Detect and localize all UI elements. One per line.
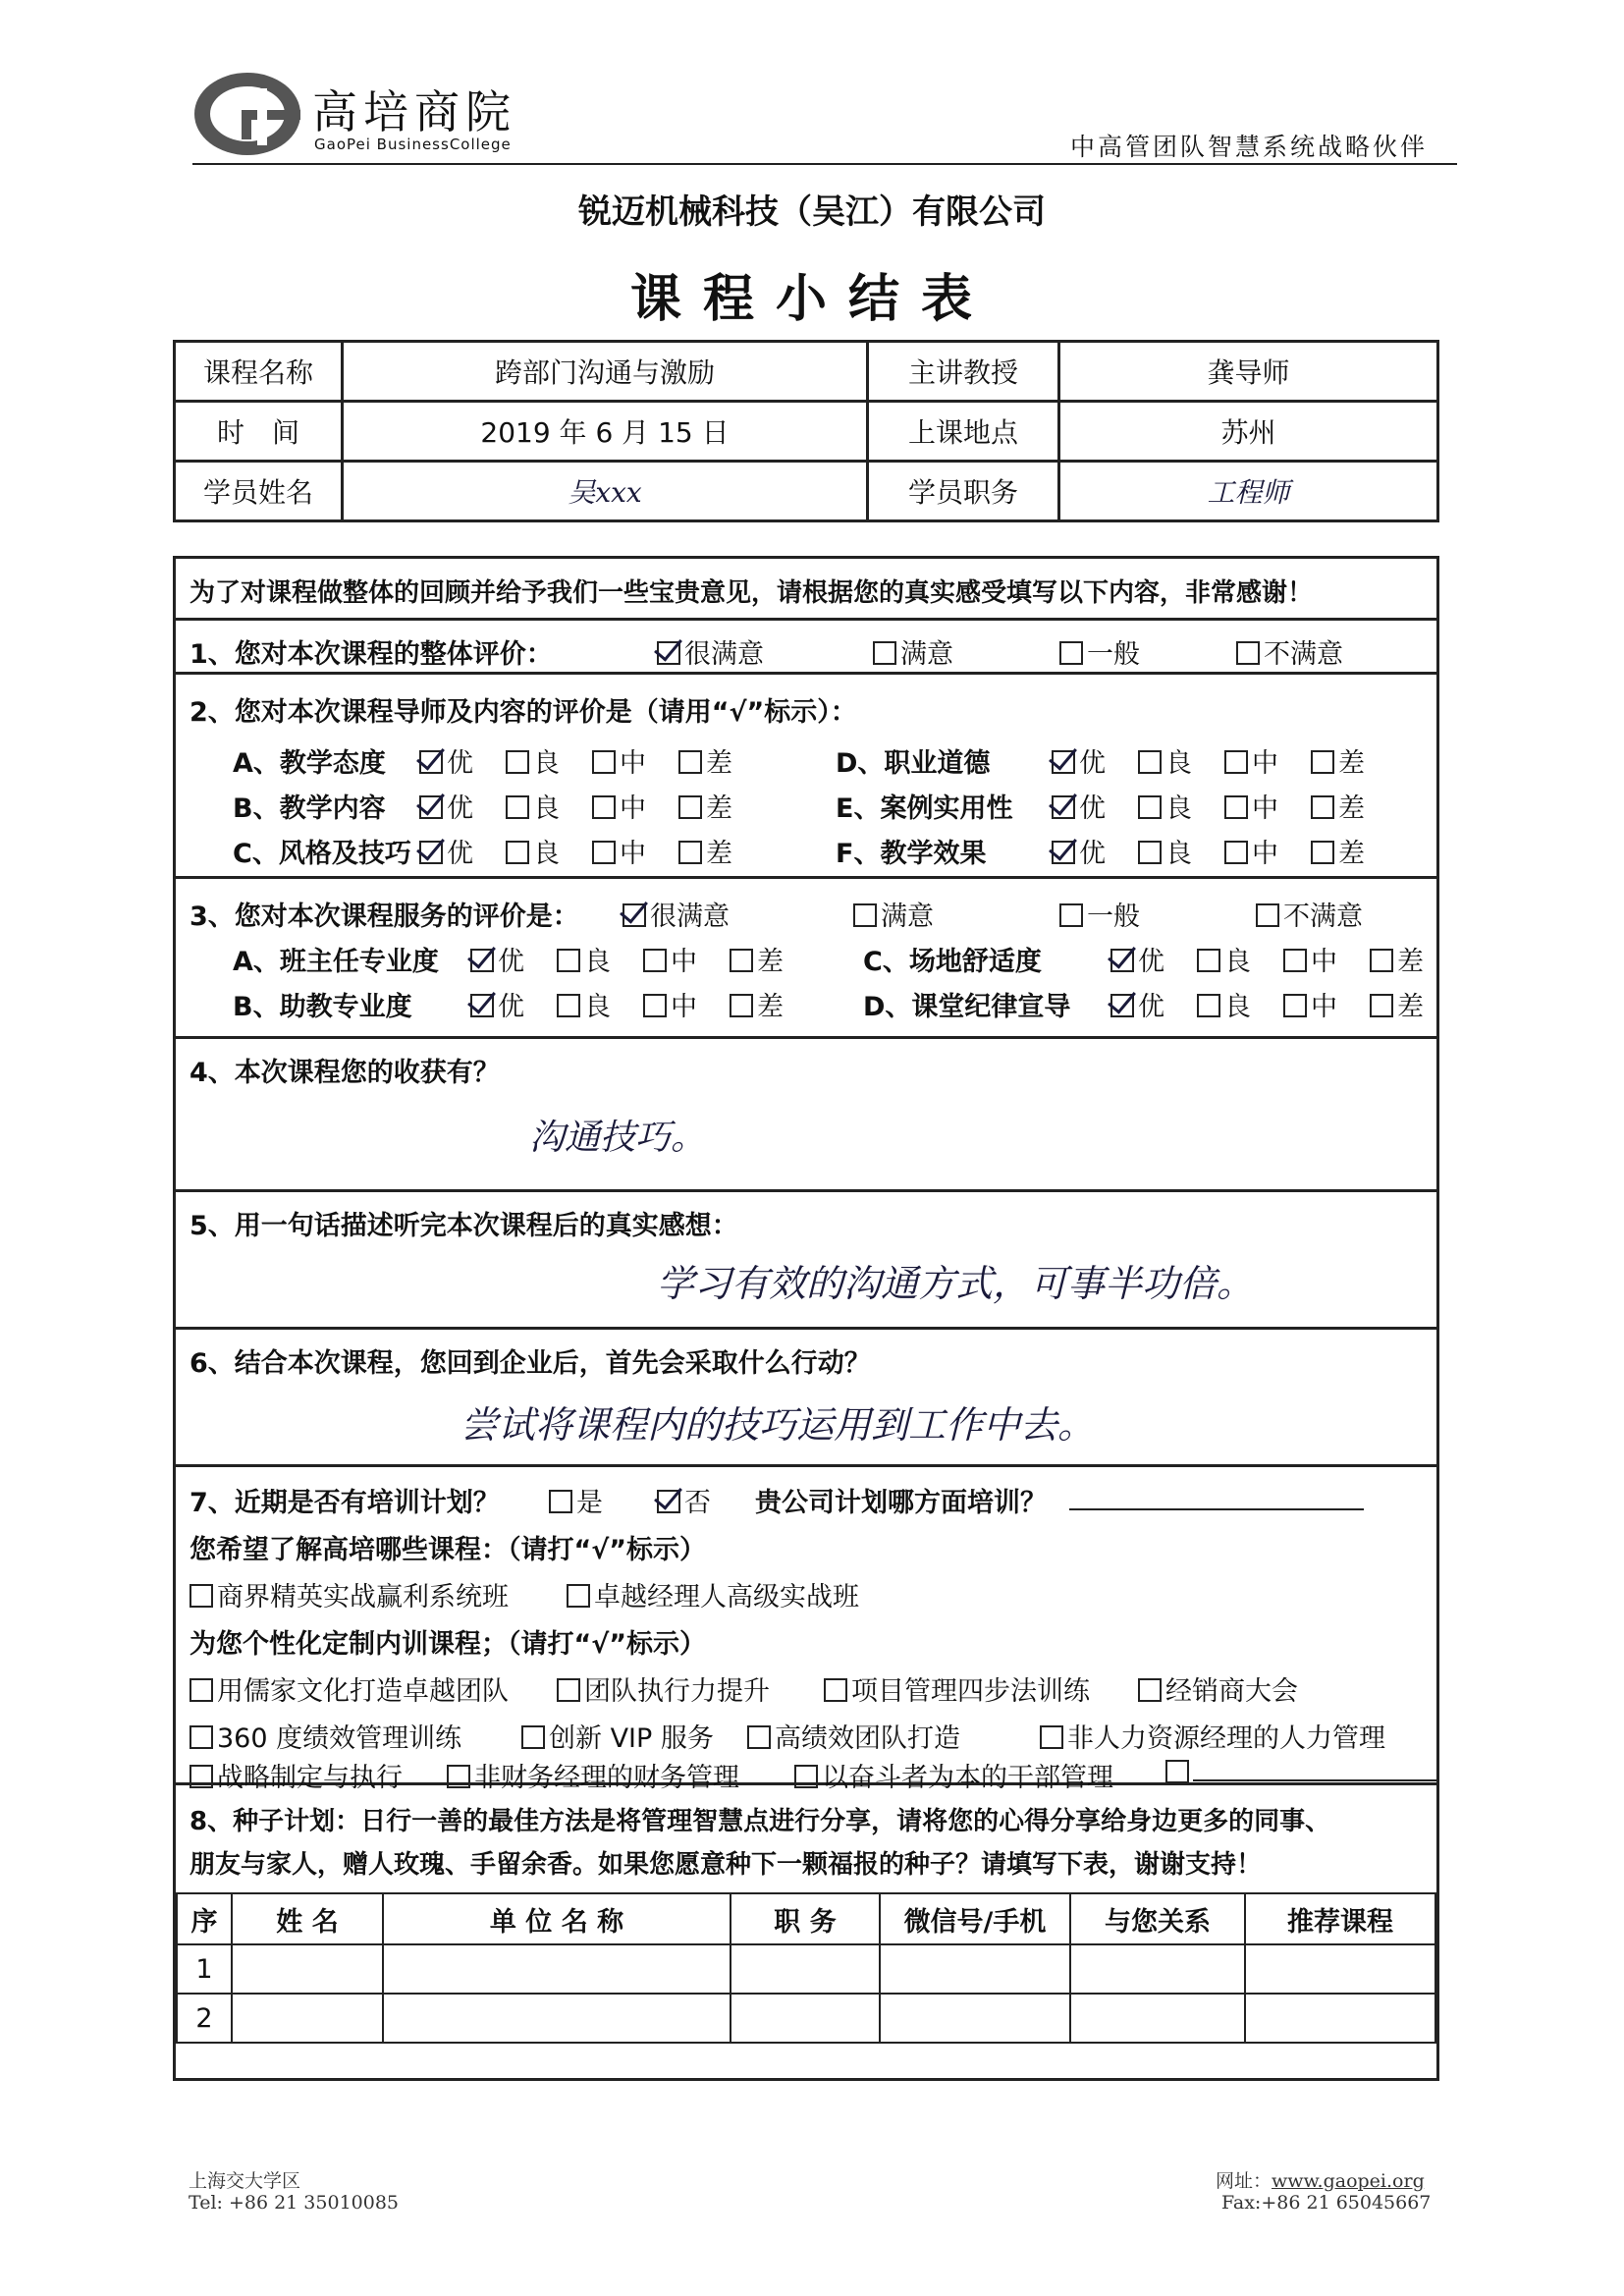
teacher-value: 龚导师 (1059, 342, 1438, 402)
q2-grade-option[interactable]: 优 (419, 741, 473, 780)
q3-grade-option[interactable]: 差 (1370, 985, 1424, 1023)
q2-grade-option[interactable]: 优 (419, 787, 473, 825)
q2-grade-option[interactable]: 优 (1052, 787, 1106, 825)
checkbox-icon[interactable] (730, 949, 753, 972)
checkbox-icon[interactable] (1224, 795, 1248, 819)
checkbox-icon[interactable] (1040, 1725, 1063, 1749)
col-position: 职 务 (731, 1893, 880, 1944)
checkbox-icon[interactable] (189, 1678, 213, 1702)
footer-web[interactable]: 网址：www.gaopei.org (1216, 2170, 1425, 2192)
q8-text-line1: 8、种子计划：日行一善的最佳方法是将管理智慧点进行分享，请将您的心得分享给身边更多的同事、 (189, 1807, 1331, 1836)
checkbox-icon[interactable] (657, 641, 680, 665)
q1-option-very-satisfied[interactable]: 很满意 (657, 632, 764, 671)
q3-grade-option[interactable]: 中 (1283, 985, 1337, 1023)
page-title: 课程小结表 (629, 270, 994, 329)
q3-option-dissatisfied[interactable]: 不满意 (1256, 895, 1363, 933)
q2-item-label: A、教学态度 (233, 748, 386, 779)
q2-grade-option[interactable]: 良 (1138, 787, 1192, 825)
cell-input[interactable] (880, 1944, 1070, 1994)
custom-course-option[interactable]: 以奋斗者为本的干部管理 (794, 1756, 1113, 1794)
checkbox-icon[interactable] (1052, 795, 1075, 819)
table-row (177, 1944, 1435, 1994)
col-index: 序 (177, 1893, 232, 1944)
course-name-label: 课程名称 (175, 342, 343, 402)
checkbox-icon[interactable] (592, 750, 616, 774)
checkbox-icon[interactable] (1052, 841, 1075, 864)
col-course: 推荐课程 (1245, 1893, 1435, 1944)
q3-question: 3、您对本次课程服务的评价是： (189, 902, 579, 932)
q2-grade-option[interactable]: 良 (506, 741, 560, 780)
checkbox-icon[interactable] (1224, 841, 1248, 864)
q7-custom-courses: 为您个性化定制内训课程；（请打“√”标示） (189, 1629, 706, 1660)
checkbox-icon[interactable] (1165, 1760, 1189, 1783)
header-divider (192, 163, 1457, 165)
q3-grade-option[interactable]: 良 (557, 985, 611, 1023)
footer-campus: 上海交大学区 (189, 2170, 301, 2192)
checkbox-icon[interactable] (557, 994, 580, 1017)
gaopei-logo-icon (192, 71, 302, 157)
q3-grade-option[interactable]: 优 (1110, 985, 1164, 1023)
q2-item-label: F、教学效果 (836, 839, 987, 869)
seed-plan-table (176, 1892, 1436, 2044)
checkbox-icon[interactable] (1138, 750, 1162, 774)
q3-grade-option[interactable]: 优 (470, 985, 524, 1023)
checkbox-icon[interactable] (419, 795, 443, 819)
cell-input[interactable] (1245, 1994, 1435, 2043)
q4-section (176, 1039, 1436, 1192)
checkbox-icon[interactable] (1311, 750, 1334, 774)
q2-grade-option[interactable]: 良 (506, 832, 560, 870)
time-label: 时 间 (175, 402, 343, 462)
q2-grade-option[interactable]: 优 (419, 832, 473, 870)
checkbox-icon[interactable] (419, 841, 443, 864)
cell-input[interactable] (232, 1994, 383, 2043)
student-name-label: 学员姓名 (175, 462, 343, 521)
custom-course-option[interactable]: 360 度绩效管理训练 (189, 1717, 461, 1755)
checkbox-icon[interactable] (567, 1584, 590, 1608)
q7-option-yes[interactable]: 是 (549, 1481, 603, 1519)
custom-course-option[interactable]: 用儒家文化打造卓越团队 (189, 1669, 509, 1708)
checkbox-icon[interactable] (1138, 841, 1162, 864)
footer-tel: Tel: +86 21 35010085 (189, 2192, 400, 2214)
q2-grade-option[interactable]: 优 (1052, 832, 1106, 870)
checkbox-icon[interactable] (521, 1725, 545, 1749)
checkbox-icon[interactable] (1110, 994, 1134, 1017)
checkbox-icon[interactable] (1138, 1678, 1162, 1702)
checkbox-icon[interactable] (678, 841, 702, 864)
logo-text-cn: 高培商院 (312, 85, 516, 138)
checkbox-icon[interactable] (506, 750, 529, 774)
checkbox-icon[interactable] (592, 841, 616, 864)
checkbox-icon[interactable] (1256, 903, 1279, 927)
checkbox-icon[interactable] (557, 949, 580, 972)
cell-input[interactable] (383, 1994, 731, 2043)
q7-want-courses: 您希望了解高培哪些课程：（请打“√”标示） (189, 1535, 706, 1565)
checkbox-icon[interactable] (1059, 641, 1083, 665)
q2-question: 2、您对本次课程导师及内容的评价是（请用“√”标示）： (189, 697, 857, 728)
q2-grade-option[interactable]: 差 (1311, 832, 1365, 870)
cell-input[interactable] (880, 1994, 1070, 2043)
checkbox-icon[interactable] (1138, 795, 1162, 819)
q3-grade-option[interactable]: 中 (1283, 940, 1337, 978)
checkbox-icon[interactable] (1283, 994, 1307, 1017)
q1-option-ok[interactable]: 一般 (1059, 632, 1140, 671)
custom-course-other[interactable] (1165, 1756, 1438, 1788)
q5-answer[interactable]: 学习有效的沟通方式，可事半功倍。 (657, 1262, 1255, 1305)
checkbox-icon[interactable] (643, 949, 667, 972)
logo-text-en: GaoPei BusinessCollege (314, 136, 512, 153)
q2-grade-option[interactable]: 良 (506, 787, 560, 825)
row-index: 2 (177, 1994, 232, 2043)
checkbox-icon[interactable] (1052, 750, 1075, 774)
q8-text-line2: 朋友与家人，赠人玫瑰、手留余香。如果您愿意种下一颗福报的种子？请填写下表，谢谢支持！ (189, 1850, 1263, 1880)
slogan: 中高管团队智慧系统战略伙伴 (1070, 133, 1429, 161)
q6-section (176, 1330, 1436, 1467)
q5-section (176, 1192, 1436, 1330)
q3-item-label: A、班主任专业度 (233, 947, 439, 977)
course-name-value: 跨部门沟通与激励 (343, 342, 868, 402)
intro-text: 为了对课程做整体的回顾并给予我们一些宝贵意见，请根据您的真实感受填写以下内容，非常感谢！ (189, 578, 1314, 608)
footer-fax: Fax:+86 21 65045667 (1221, 2192, 1432, 2214)
course-info-table (173, 340, 1439, 522)
checkbox-icon[interactable] (1370, 949, 1393, 972)
q2-item-label: D、职业道德 (836, 748, 991, 779)
student-position-label: 学员职务 (868, 462, 1059, 521)
q2-item-label: B、教学内容 (233, 793, 386, 824)
cell-input[interactable] (1245, 1944, 1435, 1994)
q3-grade-option[interactable]: 良 (1197, 940, 1251, 978)
student-name-value[interactable]: 吴xxx (343, 462, 868, 521)
checkbox-icon[interactable] (678, 750, 702, 774)
q2-grade-option[interactable]: 中 (1224, 741, 1278, 780)
checkbox-icon[interactable] (557, 1678, 580, 1702)
checkbox-icon[interactable] (506, 795, 529, 819)
q6-answer[interactable]: 尝试将课程内的技巧运用到工作中去。 (460, 1403, 1096, 1447)
checkbox-icon[interactable] (623, 903, 646, 927)
checkbox-icon[interactable] (189, 1584, 213, 1608)
q2-item-label: C、风格及技巧 (233, 839, 411, 869)
custom-course-option[interactable]: 团队执行力提升 (557, 1669, 770, 1708)
checkbox-icon[interactable] (470, 994, 494, 1017)
checkbox-icon[interactable] (1197, 949, 1220, 972)
checkbox-icon[interactable] (1311, 795, 1334, 819)
teacher-label: 主讲教授 (868, 342, 1059, 402)
checkbox-icon[interactable] (643, 994, 667, 1017)
q7-question: 7、近期是否有培训计划？ (189, 1488, 500, 1518)
q3-item-label: C、场地舒适度 (863, 947, 1042, 977)
checkbox-icon[interactable] (873, 641, 896, 665)
q3-grade-option[interactable]: 中 (643, 940, 697, 978)
q2-grade-option[interactable]: 中 (592, 832, 646, 870)
company-name: 锐迈机械科技（吴江）有限公司 (578, 192, 1046, 232)
q2-grade-option[interactable]: 差 (1311, 741, 1365, 780)
checkbox-icon[interactable] (189, 1725, 213, 1749)
q3-grade-option[interactable]: 差 (730, 940, 784, 978)
q3-grade-option[interactable]: 优 (470, 940, 524, 978)
q1-option-dissatisfied[interactable]: 不满意 (1236, 632, 1343, 671)
q3-option-satisfied[interactable]: 满意 (853, 895, 934, 933)
cell-input[interactable] (731, 1994, 880, 2043)
checkbox-icon[interactable] (1197, 994, 1220, 1017)
place-value: 苏州 (1059, 402, 1438, 462)
q7-option-no[interactable]: 否 (657, 1481, 711, 1519)
q2-grade-option[interactable]: 差 (678, 741, 732, 780)
q2-grade-option[interactable]: 差 (1311, 787, 1365, 825)
q3-grade-option[interactable]: 良 (1197, 985, 1251, 1023)
custom-course-option[interactable]: 非财务经理的财务管理 (447, 1756, 739, 1794)
q3-grade-option[interactable]: 良 (557, 940, 611, 978)
checkbox-icon[interactable] (730, 994, 753, 1017)
intro-section (176, 559, 1436, 621)
checkbox-icon[interactable] (824, 1678, 847, 1702)
q5-question: 5、用一句话描述听完本次课程后的真实感想： (189, 1211, 738, 1241)
q2-grade-option[interactable]: 中 (592, 741, 646, 780)
q3-grade-option[interactable]: 差 (730, 985, 784, 1023)
survey-form (173, 556, 1439, 2081)
q1-option-satisfied[interactable]: 满意 (873, 632, 953, 671)
checkbox-icon[interactable] (1110, 949, 1134, 972)
q2-grade-option[interactable]: 良 (1138, 832, 1192, 870)
cell-input[interactable] (1070, 1944, 1245, 1994)
q7-which-training-field[interactable] (1069, 1481, 1364, 1517)
checkbox-icon[interactable] (506, 841, 529, 864)
custom-course-option[interactable]: 创新 VIP 服务 (521, 1717, 714, 1755)
checkbox-icon[interactable] (1283, 949, 1307, 972)
row-index: 1 (177, 1944, 232, 1994)
q3-option-ok[interactable]: 一般 (1059, 895, 1140, 933)
col-relation: 与您关系 (1070, 1893, 1245, 1944)
public-course-option[interactable]: 卓越经理人高级实战班 (567, 1575, 859, 1613)
col-name: 姓 名 (232, 1893, 383, 1944)
custom-course-option[interactable]: 非人力资源经理的人力管理 (1040, 1717, 1385, 1755)
custom-course-option[interactable]: 经销商大会 (1138, 1669, 1298, 1708)
time-value: 2019 年 6 月 15 日 (343, 402, 868, 462)
checkbox-icon[interactable] (657, 1490, 680, 1513)
q1-section (176, 621, 1436, 675)
checkbox-icon[interactable] (592, 795, 616, 819)
checkbox-icon[interactable] (419, 750, 443, 774)
q3-item-label: D、课堂纪律宣导 (863, 992, 1071, 1022)
col-company: 单 位 名 称 (383, 1893, 731, 1944)
q4-answer[interactable]: 沟通技巧。 (529, 1118, 707, 1158)
q2-grade-option[interactable]: 中 (1224, 787, 1278, 825)
q7-section (176, 1467, 1436, 1793)
custom-course-option[interactable]: 项目管理四步法训练 (824, 1669, 1090, 1708)
col-wechat: 微信号/手机 (880, 1893, 1070, 1944)
q2-grade-option[interactable]: 差 (678, 787, 732, 825)
student-position-value[interactable]: 工程师 (1059, 462, 1438, 521)
checkbox-icon[interactable] (678, 795, 702, 819)
checkbox-icon[interactable] (1236, 641, 1260, 665)
q2-section (176, 675, 1436, 879)
table-row (177, 1994, 1435, 2043)
q2-grade-option[interactable]: 差 (678, 832, 732, 870)
q3-grade-option[interactable]: 中 (643, 985, 697, 1023)
checkbox-icon[interactable] (470, 949, 494, 972)
q2-grade-option[interactable]: 良 (1138, 741, 1192, 780)
custom-course-option[interactable]: 战略制定与执行 (189, 1756, 403, 1794)
checkbox-icon[interactable] (1311, 841, 1334, 864)
cell-input[interactable] (731, 1944, 880, 1994)
cell-input[interactable] (1070, 1994, 1245, 2043)
checkbox-icon[interactable] (549, 1490, 572, 1513)
custom-course-option[interactable]: 高绩效团队打造 (747, 1717, 960, 1755)
q3-grade-option[interactable]: 优 (1110, 940, 1164, 978)
q2-grade-option[interactable]: 中 (592, 787, 646, 825)
cell-input[interactable] (232, 1944, 383, 1994)
q2-item-label: E、案例实用性 (836, 793, 1013, 824)
q2-grade-option[interactable]: 中 (1224, 832, 1278, 870)
q3-grade-option[interactable]: 差 (1370, 940, 1424, 978)
checkbox-icon[interactable] (1224, 750, 1248, 774)
checkbox-icon[interactable] (853, 903, 877, 927)
q3-item-label: B、助教专业度 (233, 992, 412, 1022)
place-label: 上课地点 (868, 402, 1059, 462)
checkbox-icon[interactable] (747, 1725, 771, 1749)
seed-table-header (177, 1893, 1435, 1944)
q7-which-training: 贵公司计划哪方面培训？ (755, 1488, 1047, 1518)
public-course-option[interactable]: 商界精英实战赢利系统班 (189, 1575, 509, 1613)
checkbox-icon[interactable] (1059, 903, 1083, 927)
q3-option-very-satisfied[interactable]: 很满意 (623, 895, 730, 933)
q4-question: 4、本次课程您的收获有？ (189, 1058, 500, 1088)
q3-section (176, 879, 1436, 1039)
checkbox-icon[interactable] (1370, 994, 1393, 1017)
cell-input[interactable] (383, 1944, 731, 1994)
q6-question: 6、结合本次课程，您回到企业后，首先会采取什么行动？ (189, 1348, 871, 1379)
q2-grade-option[interactable]: 优 (1052, 741, 1106, 780)
q1-question: 1、您对本次课程的整体评价： (189, 639, 553, 670)
